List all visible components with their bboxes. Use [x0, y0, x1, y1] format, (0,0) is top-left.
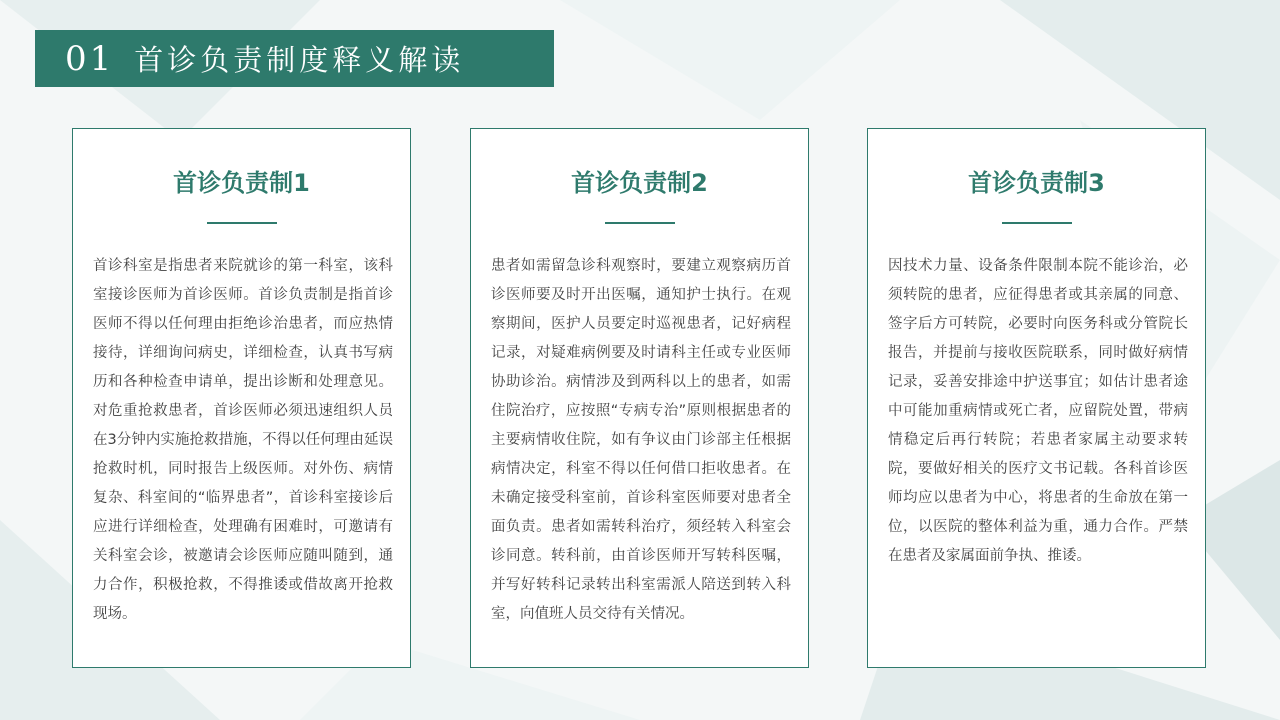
- card-body-text: 患者如需留急诊科观察时，要建立观察病历首诊医师要及时开出医嘱，通知护士执行。在观察期间，医护人员要定时巡视患者，记好病程记录，对疑难病例要及时请科主任或专业医师协助诊治。病情涉及到两科以上的患者，如需住院治疗，应按照“专病专治”原则根据患者的主要病情收住院，如有争议由门诊部主任根据病情决定，科室不得以任何借口拒收患者。在未确定接受科室前，首诊科室医师要对患者全面负责。患者如需转科治疗，须经转入科室会诊同意。转科前，由首诊医师开写转科医嘱，并写好转科记录转出科室需派人陪送到转入科室，向值班人员交待有关情况。: [491, 258, 791, 622]
- card-first-visit-1: [72, 128, 411, 668]
- card-first-visit-2: [470, 128, 809, 668]
- section-title-bar: [35, 30, 554, 87]
- title-divider: [1002, 222, 1072, 224]
- card-title: 首诊负责制3: [968, 169, 1105, 197]
- card-first-visit-3: [867, 128, 1206, 668]
- title-divider: [207, 222, 277, 224]
- title-divider: [605, 222, 675, 224]
- section-title: 首诊负责制度释义解读: [134, 43, 465, 77]
- card-title: 首诊负责制2: [571, 169, 708, 197]
- card-body-text: 首诊科室是指患者来院就诊的第一科室，该科室接诊医师为首诊医师。首诊负责制是指首诊医师不得以任何理由拒绝诊治患者，而应热情接待，详细询问病史，详细检查，认真书写病历和各种检查申请单，提出诊断和处理意见。对危重抢救患者，首诊医师必须迅速组织人员在3分钟内实施抢救措施，不得以任何理由延误抢救时机，同时报告上级医师。对外伤、病情复杂、科室间的“临界患者”，首诊科室接诊后应进行详细检查，处理确有困难时，可邀请有关科室会诊，被邀请会诊医师应随叫随到，通力合作，积极抢救，不得推诿或借故离开抢救现场。: [93, 258, 393, 622]
- section-number: 01: [65, 38, 115, 79]
- card-title: 首诊负责制1: [173, 169, 310, 197]
- card-body-text: 因技术力量、设备条件限制本院不能诊治，必须转院的患者，应征得患者或其亲属的同意、签字后方可转院，必要时向医务科或分管院长报告，并提前与接收医院联系，同时做好病情记录，妥善安排途中护送事宜；如估计患者途中可能加重病情或死亡者，应留院处置，带病情稳定后再行转院；若患者家属主动要求转院，要做好相关的医疗文书记载。各科首诊医师均应以患者为中心，将患者的生命放在第一位，以医院的整体利益为重，通力合作。严禁在患者及家属面前争执、推诿。: [888, 258, 1188, 564]
